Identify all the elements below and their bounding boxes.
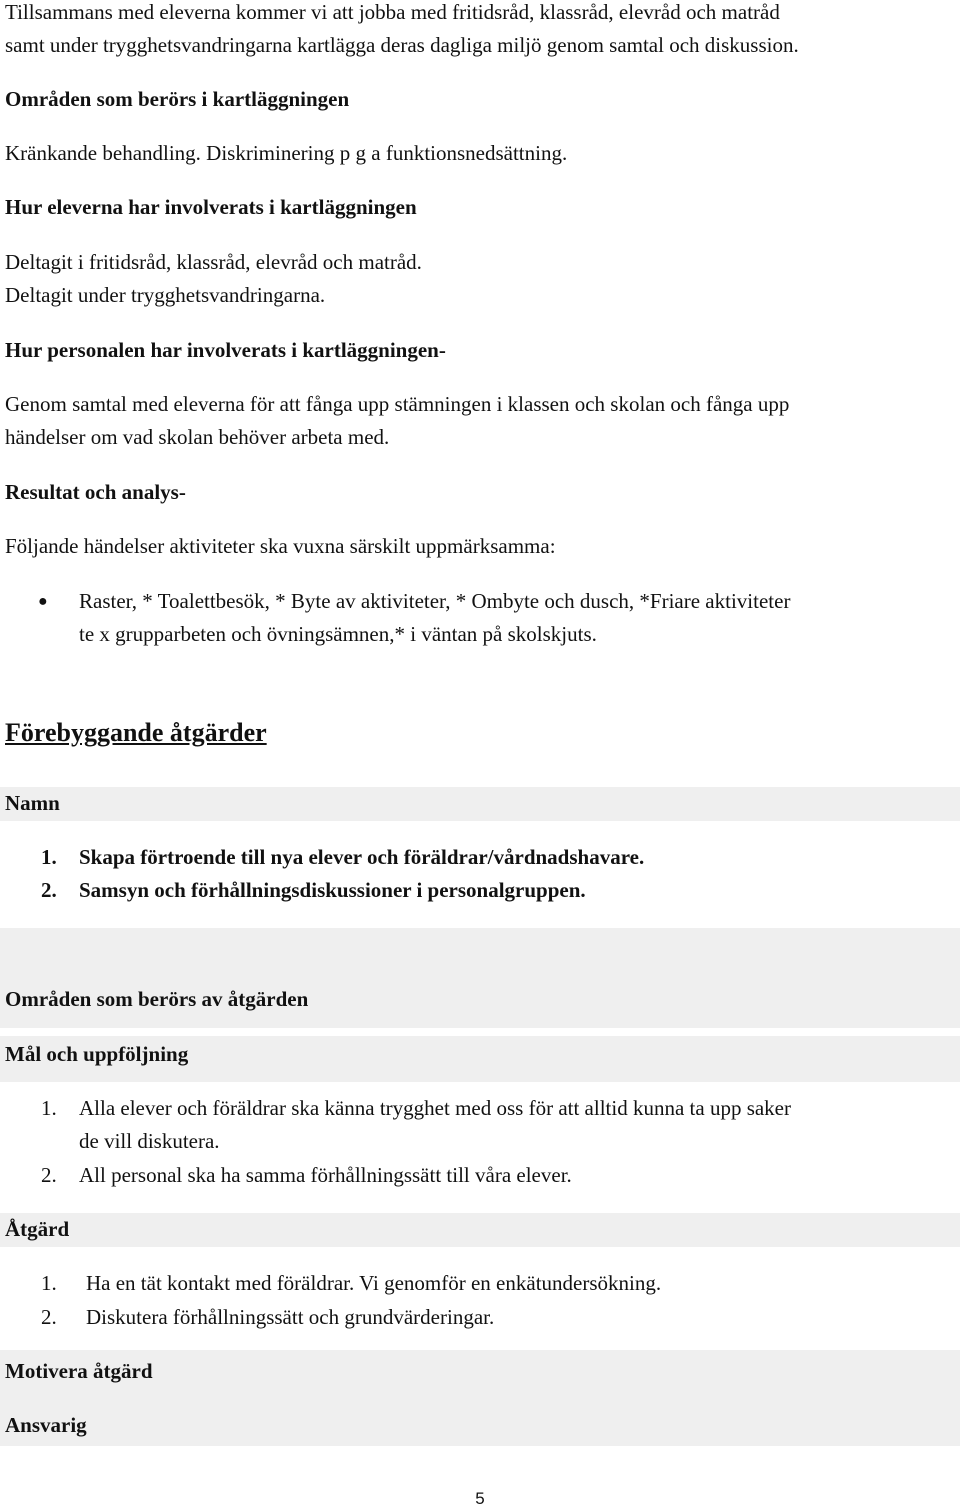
preventive-item-1-number: 1. xyxy=(41,845,57,869)
areas-text: Kränkande behandling. Diskriminering p g a funktionsnedsättning. xyxy=(5,141,568,165)
action-label-band xyxy=(0,1213,960,1247)
action-label: Åtgärd xyxy=(5,1217,70,1241)
action-1: Ha en tät kontakt med föräldrar. Vi genomför en enkätundersökning. xyxy=(86,1271,662,1295)
preventive-item-1: Skapa förtroende till nya elever och föräldrar/vårdnadshavare. xyxy=(79,845,645,869)
pupils-heading: Hur eleverna har involverats i kartläggningen xyxy=(5,195,417,219)
goal-1-line-1: Alla elever och föräldrar ska känna trygghet med oss för att alltid kunna ta upp saker xyxy=(79,1096,792,1120)
page-number: 5 xyxy=(475,1489,485,1508)
results-intro: Följande händelser aktiviteter ska vuxna särskilt uppmärksamma: xyxy=(5,534,556,558)
responsible-label: Ansvarig xyxy=(5,1413,87,1437)
goal-2: All personal ska ha samma förhållningssätt till våra elever. xyxy=(79,1163,572,1187)
areas-heading: Områden som berörs i kartläggningen xyxy=(5,87,350,111)
pupils-line-1: Deltagit i fritidsråd, klassråd, elevråd och matråd. xyxy=(5,250,422,274)
name-label: Namn xyxy=(5,791,60,815)
preventive-item-2: Samsyn och förhållningsdiskussioner i personalgruppen. xyxy=(79,878,586,902)
goals-label: Mål och uppföljning xyxy=(5,1042,189,1066)
results-heading: Resultat och analys- xyxy=(5,480,186,504)
action-1-number: 1. xyxy=(41,1271,57,1295)
action-2: Diskutera förhållningssätt och grundvärderingar. xyxy=(86,1305,495,1329)
staff-line-2: händelser om vad skolan behöver arbeta med. xyxy=(5,425,390,449)
areas-goals-band xyxy=(0,928,960,1028)
staff-heading: Hur personalen har involverats i kartläggningen- xyxy=(5,338,446,362)
pupils-line-2: Deltagit under trygghetsvandringarna. xyxy=(5,283,326,307)
preventive-title: Förebyggande åtgärder xyxy=(5,718,267,747)
bullet-marker: ● xyxy=(38,593,48,610)
goal-2-number: 2. xyxy=(41,1163,57,1187)
action-2-number: 2. xyxy=(41,1305,57,1329)
results-bullet-line-1: Raster, * Toalettbesök, * Byte av aktiviteter, * Ombyte och dusch, *Friare aktiviteter xyxy=(79,589,791,613)
intro-line-1: Tillsammans med eleverna kommer vi att jobba med fritidsråd, klassråd, elevråd och matråd xyxy=(5,0,780,24)
motivate-label: Motivera åtgärd xyxy=(5,1359,153,1383)
preventive-item-2-number: 2. xyxy=(41,878,57,902)
staff-line-1: Genom samtal med eleverna för att fånga upp stämningen i klassen och skolan och fånga upp xyxy=(5,392,790,416)
name-label-band xyxy=(0,787,960,821)
results-bullet-line-2: te x grupparbeten och övningsämnen,* i väntan på skolskjuts. xyxy=(79,622,597,646)
goal-1-line-2: de vill diskutera. xyxy=(79,1129,220,1153)
areas-affected-label: Områden som berörs av åtgärden xyxy=(5,987,309,1011)
goal-1-number: 1. xyxy=(41,1096,57,1120)
intro-line-2: samt under trygghetsvandringarna kartlägga deras dagliga miljö genom samtal och diskussion. xyxy=(5,33,799,57)
